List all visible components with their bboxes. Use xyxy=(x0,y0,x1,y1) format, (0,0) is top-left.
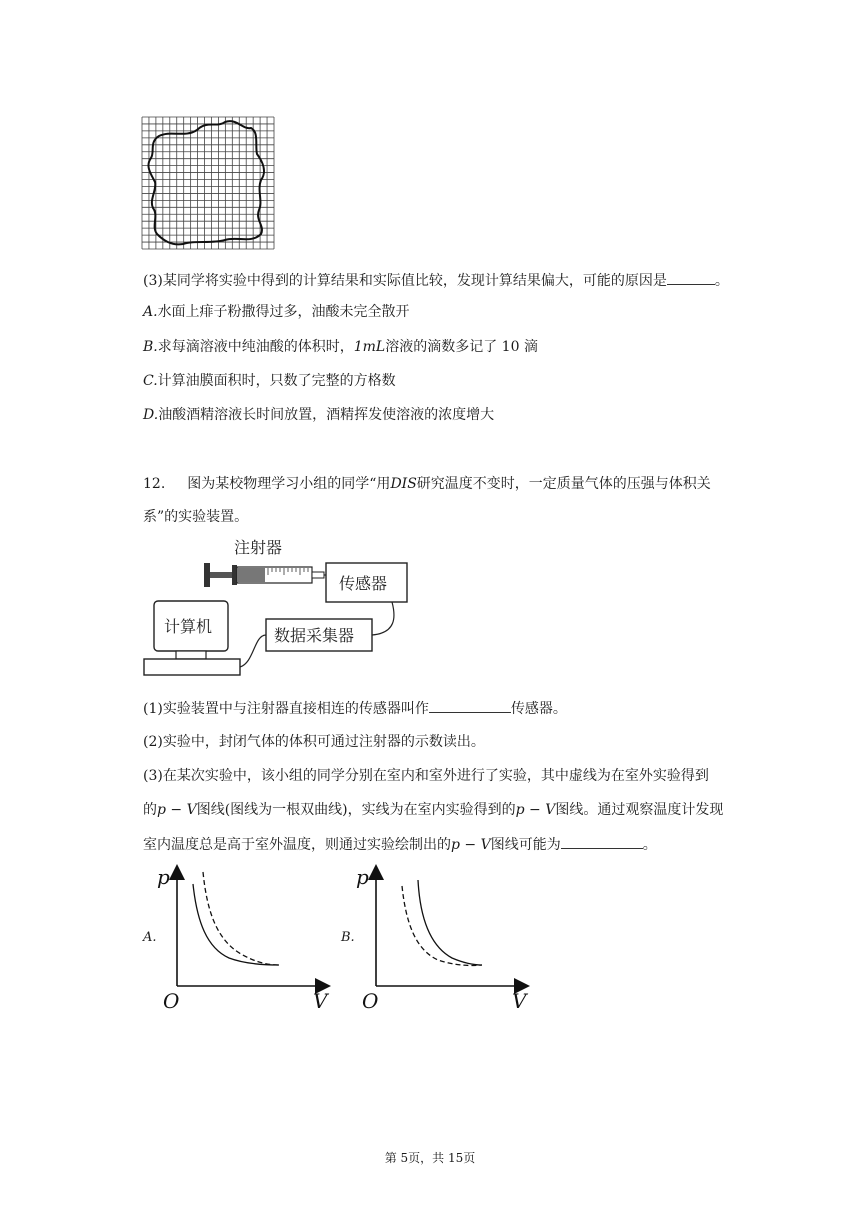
graph-a-dashed-curve xyxy=(203,872,279,965)
graph-b-option-label: B. xyxy=(341,930,355,945)
syringe-gas xyxy=(237,568,265,582)
graph-b-origin: O xyxy=(362,989,379,1012)
collector-label: 数据采集器 xyxy=(274,626,355,645)
q12-part3-line1: (3)在某次实验中，该小组的同学分别在室内和室外进行了实验，其中虚线为在室外实验得到 xyxy=(143,768,709,784)
cable-collector-computer xyxy=(240,635,266,667)
q11-option-c: C.计算油膜面积时，只数了完整的方格数 xyxy=(143,373,396,389)
graph-b-y-label: p xyxy=(356,865,369,889)
page-footer: 第 5页，共 15页 xyxy=(384,1151,476,1165)
question-number: 12. xyxy=(143,476,166,492)
q12-stem-line2: 系”的实验装置。 xyxy=(143,509,249,525)
computer-base xyxy=(144,659,240,675)
q12-part2: (2)实验中，封闭气体的体积可通过注射器的示数读出。 xyxy=(143,734,485,750)
q12-part3-line3: 室内温度总是高于室外温度，则通过实验绘制出的p − V图线可能为 。 xyxy=(143,834,657,855)
syringe-label: 注射器 xyxy=(234,538,283,557)
q12-part1: (1)实验装置中与注射器直接相连的传感器叫作 传感器。 xyxy=(143,698,567,719)
oil-film-outline xyxy=(148,121,264,244)
q11-part3-stem: (3)某同学将实验中得到的计算结果和实际值比较，发现计算结果偏大，可能的原因是 。 xyxy=(143,270,729,291)
syringe-nozzle xyxy=(312,572,324,578)
graph-a-x-label: V xyxy=(313,989,328,1012)
q11-option-b: B.求每滴溶液中纯油酸的体积时，1mL溶液的滴数多记了 10 滴 xyxy=(143,339,538,355)
graph-b xyxy=(354,862,534,1012)
syringe-plunger-rod xyxy=(210,572,232,578)
computer-stand xyxy=(176,651,206,659)
syringe-plunger-cap xyxy=(204,563,210,587)
sensor-label: 传感器 xyxy=(339,574,388,593)
graph-a-option-label: A. xyxy=(143,930,157,945)
oil-film-grid-figure xyxy=(141,116,275,250)
graph-b-dashed-curve xyxy=(402,886,482,965)
q11-option-a: A.水面上痱子粉撒得过多，油酸未完全散开 xyxy=(143,304,410,320)
q11-option-d: D.油酸酒精溶液长时间放置，酒精挥发使溶液的浓度增大 xyxy=(143,407,495,423)
graph-b-solid-curve xyxy=(418,880,482,965)
syringe-flange xyxy=(232,565,237,585)
graph-a-y-label: p xyxy=(157,865,170,889)
answer-blank[interactable] xyxy=(667,270,715,285)
answer-blank[interactable] xyxy=(429,698,511,713)
computer-label: 计算机 xyxy=(164,617,213,636)
q12-stem-line1: 12. 图为某校物理学习小组的同学“用DIS研究温度不变时，一定质量气体的压强与体积关 xyxy=(143,476,711,492)
graph-b-x-label: V xyxy=(512,989,527,1012)
q12-part3-line2: 的p − V图线(图线为一根双曲线)，实线为在室内实验得到的p − V图线。通过观察温度计发现 xyxy=(143,802,724,818)
graph-a xyxy=(155,862,335,1012)
graph-a-origin: O xyxy=(163,989,180,1012)
apparatus-diagram xyxy=(142,535,412,680)
cable-sensor-collector xyxy=(372,602,394,635)
answer-blank[interactable] xyxy=(561,834,643,849)
